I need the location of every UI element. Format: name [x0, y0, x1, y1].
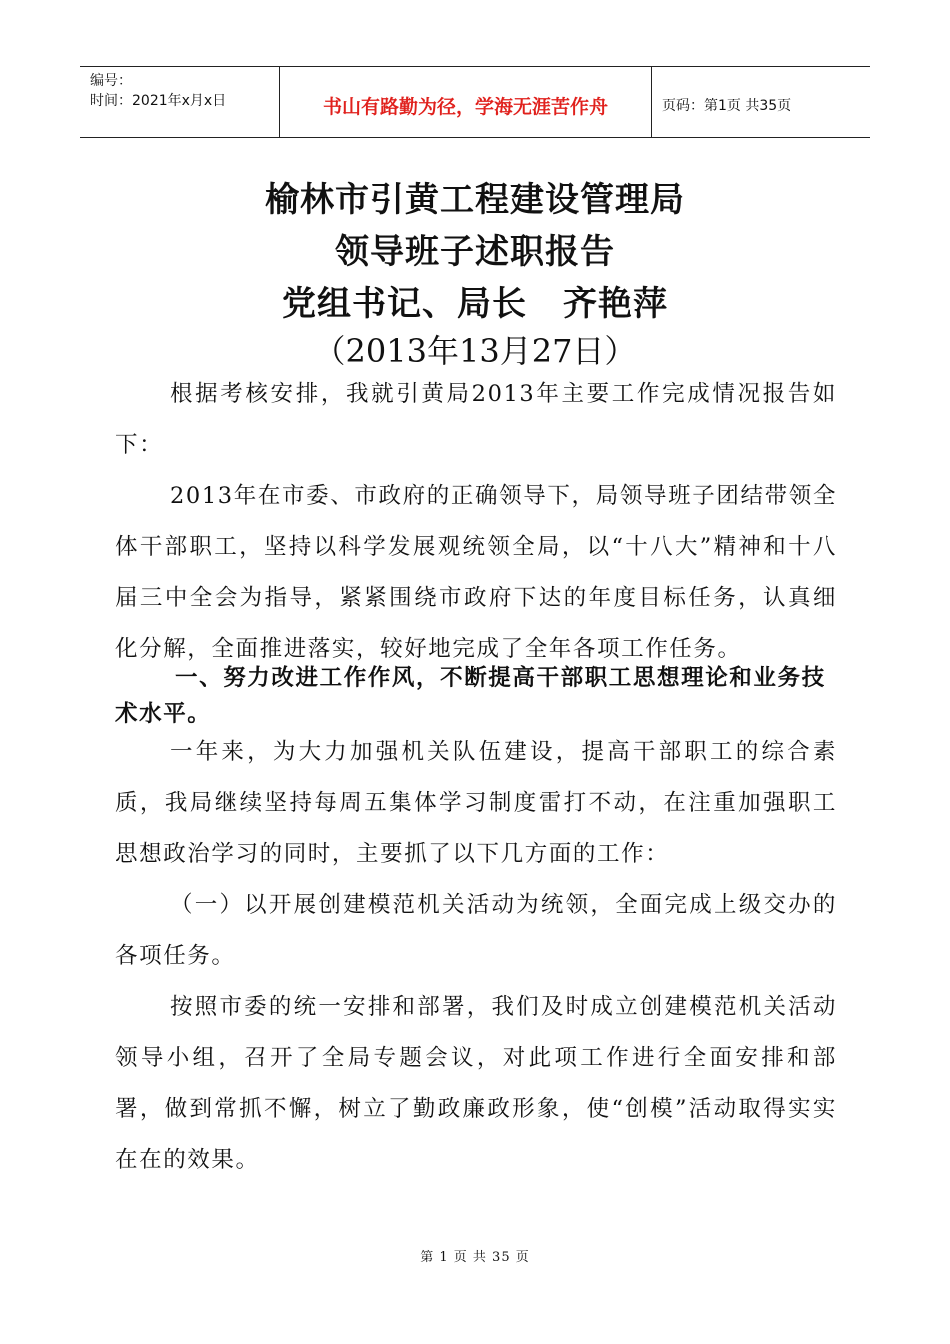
report-date: （2013年13月27日） — [313, 332, 637, 370]
document-header — [80, 66, 870, 138]
title-author — [0, 276, 950, 325]
paragraph-3 — [115, 982, 837, 1186]
paragraph-2-text: 一年来，为大力加强机关队伍建设，提高干部职工的综合素质，我局继续坚持每周五集体学习制度雷打不动，在注重加强职工思想政治学习的同时，主要抓了以下几方面的工作： — [115, 739, 837, 867]
header-meta — [80, 67, 280, 137]
subsection-heading-1 — [115, 880, 837, 982]
intro-paragraph — [115, 369, 837, 471]
paragraph-3-text: 按照市委的统一安排和部署，我们及时成立创建模范机关活动领导小组，召开了全局专题会议，对此项工作进行全面安排和部署，做到常抓不懈，树立了勤政廉政形象，使“创模”活动取得实实在在的效果。 — [115, 994, 837, 1173]
section-heading-1: 一、努力改进工作作风，不断提高干部职工思想理论和业务技术水平。 — [115, 665, 826, 727]
author-position: 党组书记、局长 — [282, 284, 527, 324]
author-name: 齐艳萍 — [563, 284, 668, 324]
intro-text: 根据考核安排，我就引黄局2013年主要工作完成情况报告如下： — [115, 381, 837, 458]
title-organization: 榆林市引黄工程建设管理局 — [265, 180, 685, 220]
title-report: 领导班子述职报告 — [335, 232, 615, 272]
number-label: 编号： — [90, 73, 132, 89]
paragraph-1 — [115, 471, 837, 675]
paragraph-1-text: 2013年在市委、市政府的正确领导下，局领导班子团结带领全体干部职工，坚持以科学发展观统领全局，以“十八大”精神和十八届三中全会为指导，紧紧围绕市政府下达的年度目标任务，认真细化分解，全面推进落实，较好地完成了全年各项工作任务。 — [115, 483, 837, 662]
header-motto: 书山有路勤为径，学海无涯苦作舟 — [280, 67, 652, 137]
time-label: 时间：2021年x月x日 — [90, 93, 227, 109]
header-page-code: 页码：第1页 共35页 — [662, 98, 792, 114]
page-footer: 第 1 页 共 35 页 — [420, 1250, 530, 1265]
paragraph-2 — [115, 727, 837, 880]
subsection-heading-1-text: （一）以开展创建模范机关活动为统领，全面完成上级交办的各项任务。 — [115, 892, 837, 969]
